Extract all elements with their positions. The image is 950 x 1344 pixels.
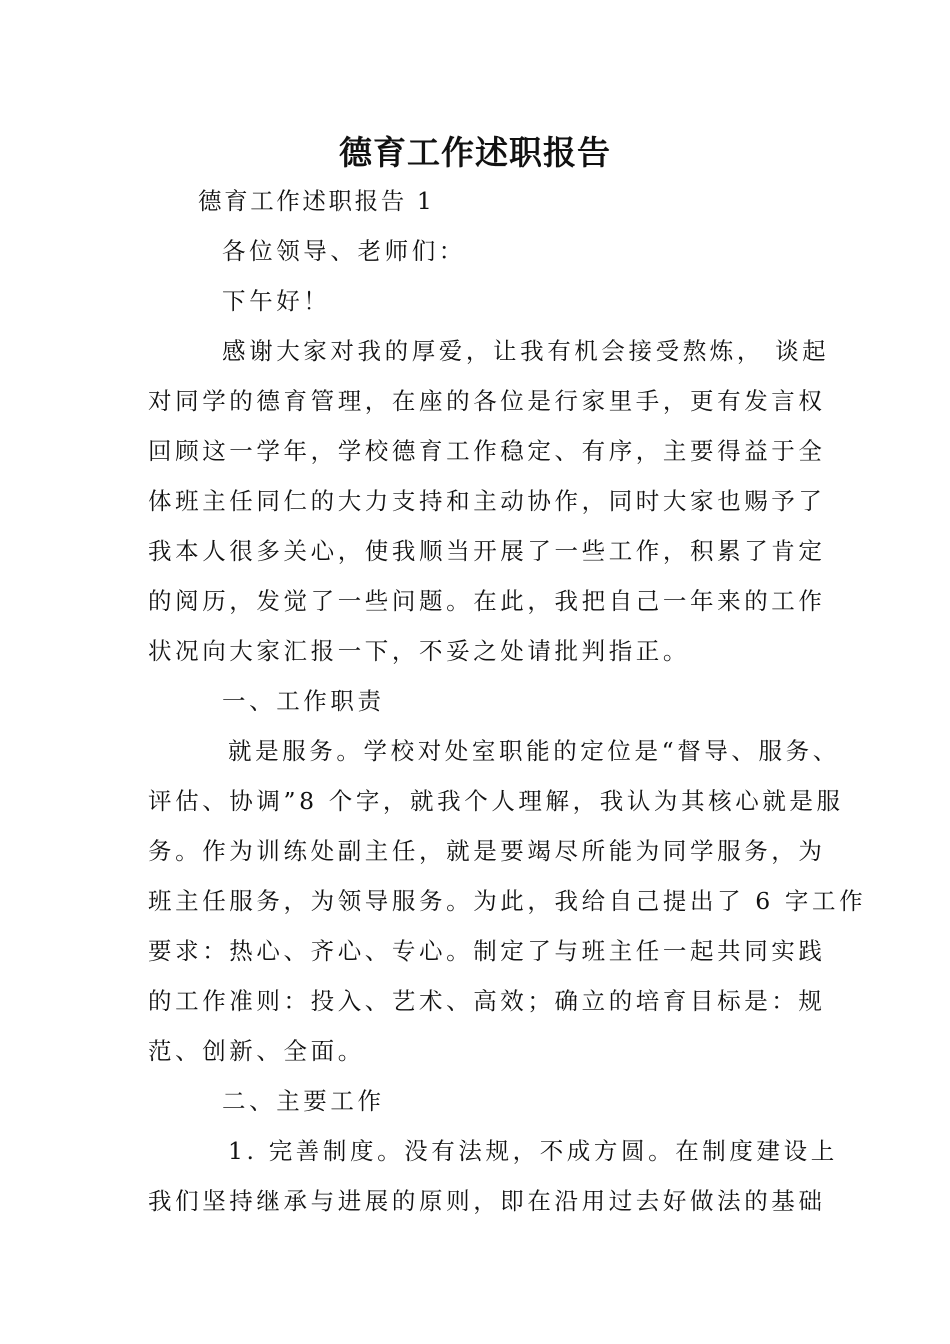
paragraph-line: 务。作为训练处副主任，就是要竭尽所能为同学服务，为 — [148, 837, 826, 865]
paragraph-line: 班主任服务，为领导服务。为此，我给自己提出了 6 字工作 — [148, 887, 867, 915]
paragraph-line: 我们坚持继承与进展的原则，即在沿用过去好做法的基础 — [148, 1187, 826, 1215]
section-heading: 一、工作职责 — [222, 687, 385, 715]
paragraph-line: 要求：热心、齐心、专心。制定了与班主任一起共同实践 — [148, 937, 826, 965]
paragraph-line: 评估、协调”8 个字，就我个人理解，我认为其核心就是服 — [148, 787, 844, 815]
paragraph-line: 感谢大家对我的厚爱，让我有机会接受熬炼， 谈起 — [222, 337, 830, 365]
section-heading: 德育工作述职报告 1 — [198, 187, 435, 215]
paragraph-line: 对同学的德育管理，在座的各位是行家里手，更有发言权 — [148, 387, 826, 415]
paragraph-line: 的阅历，发觉了一些问题。在此，我把自己一年来的工作 — [148, 587, 826, 615]
paragraph-line: 1. 完善制度。没有法规，不成方圆。在制度建设上 — [228, 1137, 838, 1165]
greeting-line: 下午好！ — [222, 287, 331, 315]
paragraph-line: 回顾这一学年，学校德育工作稳定、有序，主要得益于全 — [148, 437, 826, 465]
paragraph-line: 范、创新、全面。 — [148, 1037, 365, 1065]
paragraph-line: 体班主任同仁的大力支持和主动协作，同时大家也赐予了 — [148, 487, 826, 515]
section-heading: 二、主要工作 — [222, 1087, 385, 1115]
paragraph-line: 状况向大家汇报一下，不妥之处请批判指正。 — [148, 637, 690, 665]
paragraph-line: 的工作准则：投入、艺术、高效；确立的培育目标是：规 — [148, 987, 826, 1015]
document-title: 德育工作述职报告 — [339, 133, 611, 172]
paragraph-line: 就是服务。学校对处室职能的定位是“督导、服务、 — [228, 737, 840, 765]
greeting: 各位领导、老师们： — [222, 237, 466, 265]
paragraph-line: 我本人很多关心，使我顺当开展了一些工作，积累了肯定 — [148, 537, 826, 565]
